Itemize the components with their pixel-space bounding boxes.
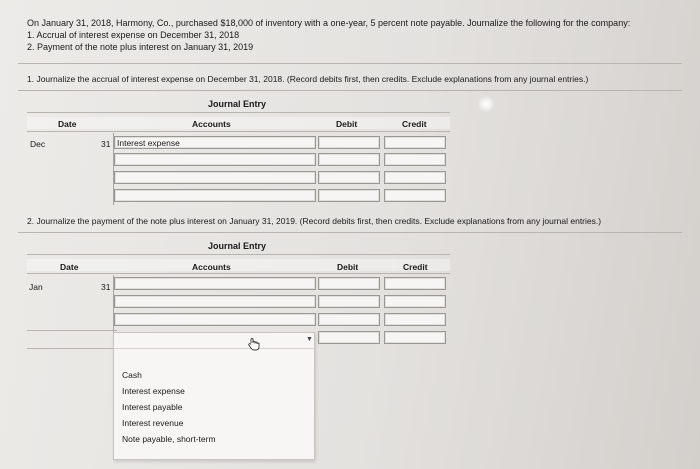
accounts-header: Accounts bbox=[192, 262, 231, 272]
credit-input-3[interactable] bbox=[384, 171, 446, 184]
date-header: Date bbox=[58, 119, 77, 129]
divider bbox=[18, 90, 682, 91]
divider bbox=[27, 330, 117, 331]
account-input-4[interactable] bbox=[114, 189, 316, 202]
month-cell: Jan bbox=[29, 282, 43, 292]
credit-header: Credit bbox=[403, 262, 428, 272]
credit-input-5[interactable] bbox=[384, 277, 446, 290]
divider bbox=[18, 63, 682, 64]
debit-header: Debit bbox=[336, 119, 358, 129]
debit-input-1[interactable] bbox=[318, 136, 380, 149]
journal-entry-title-1: Journal Entry bbox=[208, 99, 267, 109]
dropdown-option-cash[interactable]: Cash bbox=[122, 370, 142, 380]
header-band bbox=[27, 259, 450, 271]
credit-input-7[interactable] bbox=[384, 313, 446, 326]
journal-entry-title-2: Journal Entry bbox=[208, 241, 267, 251]
date-header: Date bbox=[60, 262, 79, 272]
divider bbox=[27, 273, 450, 274]
account-input-1[interactable] bbox=[114, 136, 316, 149]
light-glare bbox=[478, 96, 494, 112]
account-input-2[interactable] bbox=[114, 153, 316, 166]
divider bbox=[27, 131, 450, 132]
account-input-7[interactable] bbox=[114, 313, 316, 326]
problem-statement bbox=[27, 17, 630, 53]
hand-cursor-icon bbox=[247, 337, 261, 351]
month-cell: Dec bbox=[30, 139, 46, 149]
question-1-prompt: 1. Journalize the accrual of interest expense on December 31, 2018. (Record debits first, then credits. Exclude explanations from any journal entries.) bbox=[27, 74, 589, 84]
divider bbox=[18, 232, 682, 233]
accounts-header: Accounts bbox=[192, 119, 231, 129]
divider bbox=[27, 254, 450, 255]
question-2-prompt: 2. Journalize the payment of the note plus interest on January 31, 2019. (Record debits first, then credits. Exclude explanations from any journal entries.) bbox=[27, 216, 602, 226]
credit-input-4[interactable] bbox=[384, 189, 446, 202]
credit-input-2[interactable] bbox=[384, 153, 446, 166]
debit-header: Debit bbox=[337, 262, 359, 272]
account-value: Interest expense bbox=[117, 138, 180, 148]
day-cell: 31 bbox=[101, 282, 111, 292]
day-cell: 31 bbox=[101, 139, 111, 149]
debit-input-8[interactable] bbox=[318, 331, 380, 344]
credit-header: Credit bbox=[402, 119, 427, 129]
problem-line-3: 2. Payment of the note plus interest on January 31, 2019 bbox=[27, 42, 254, 52]
dropdown-option-interest-payable[interactable]: Interest payable bbox=[122, 402, 183, 412]
credit-input-1[interactable] bbox=[384, 136, 446, 149]
problem-line-2: 1. Accrual of interest expense on December 31, 2018 bbox=[27, 30, 240, 40]
account-input-6[interactable] bbox=[114, 295, 316, 308]
header-band bbox=[27, 117, 450, 129]
dropdown-arrow-icon[interactable]: ▼ bbox=[306, 336, 313, 343]
dropdown-option-note-payable-short-term[interactable]: Note payable, short-term bbox=[122, 434, 216, 444]
debit-input-5[interactable] bbox=[318, 277, 380, 290]
debit-input-2[interactable] bbox=[318, 153, 380, 166]
credit-input-8[interactable] bbox=[384, 331, 446, 344]
dropdown-option-interest-expense[interactable]: Interest expense bbox=[122, 386, 185, 396]
account-input-5[interactable] bbox=[114, 277, 316, 290]
debit-input-7[interactable] bbox=[318, 313, 380, 326]
problem-line-1: On January 31, 2018, Harmony, Co., purchased $18,000 of inventory with a one-year, 5 percent note payable. Journalize the following for the company: bbox=[27, 18, 631, 28]
debit-input-6[interactable] bbox=[318, 295, 380, 308]
divider bbox=[27, 112, 450, 113]
credit-input-6[interactable] bbox=[384, 295, 446, 308]
dropdown-option-interest-revenue[interactable]: Interest revenue bbox=[122, 418, 184, 428]
divider bbox=[27, 348, 115, 349]
debit-input-3[interactable] bbox=[318, 171, 380, 184]
dropdown-selected-area[interactable] bbox=[114, 333, 314, 349]
account-input-3[interactable] bbox=[114, 171, 316, 184]
debit-input-4[interactable] bbox=[318, 189, 380, 202]
